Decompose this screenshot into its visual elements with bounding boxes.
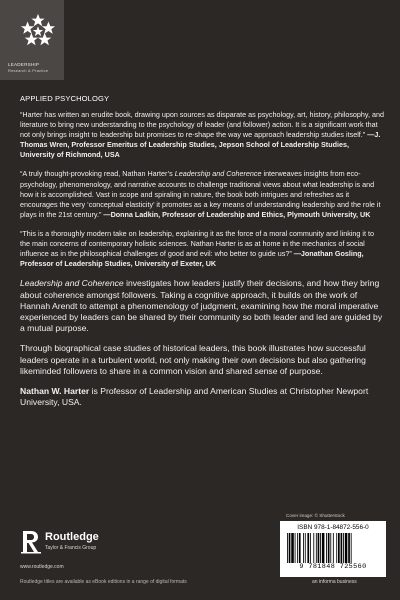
author-name: Nathan W. Harter (20, 385, 90, 396)
author-bio (20, 386, 384, 408)
isbn-label: ISBN 978-1-84872-556-0 (297, 524, 369, 531)
quote-2 (20, 169, 384, 219)
routledge-logo-icon (20, 528, 42, 554)
back-cover-text (20, 110, 384, 417)
description-text: investigates how leaders justify their decisions, and how they bring about coherence amongst followers. Taking a cognitive approach, it builds on the work of Hannah Arendt to attempt a phenomenology of judgment, examining how the moral imperative experienced by leaders can be shared by their community so both leader and led are guided by a mutual purpose. (20, 278, 383, 334)
quote-3-text: “This is a thoroughly modern take on leadership, explaining it as the force of a moral community and linking it to the main concerns of contemporary holistic sciences. Nathan Harter is as at home in the mechanics of social influence as in the philosophical challenges of good and evil: who better to guide us?” (20, 228, 374, 259)
publisher-name: Routledge (45, 531, 99, 543)
quote-1 (20, 110, 384, 160)
category-label: APPLIED PSYCHOLOGY (20, 94, 110, 103)
cover-credit: Cover image: © Shutterstock (286, 513, 345, 518)
description-title: Leadership and Coherence (20, 278, 124, 289)
quote-3 (20, 229, 384, 269)
series-title (8, 62, 68, 74)
quote-1-attribution: —J. Thomas Wren, Professor Emeritus of Leadership Studies, Jepson School of Leadership Studies, University of Richmond, USA (20, 130, 381, 160)
quote-2-title: Leadership and Coherence (174, 169, 262, 179)
description-2: Through biographical case studies of historical leaders, this book illustrates how successful leaders operate in a turbulent world, not only making their own decisions but also gathering likeminded followers to share in a common vision and shared sense of purpose. (20, 343, 366, 376)
description (20, 278, 384, 334)
ebook-note: Routledge titles are available as eBook editions in a range of digital formats (20, 579, 187, 585)
star-cluster-logo-icon (19, 12, 57, 50)
informa-tagline: an informa business (312, 579, 357, 585)
publisher-group: Taylor & Francis Group (45, 545, 97, 551)
barcode-box (280, 521, 386, 577)
barcode-digits: 9 781848 725560 (299, 563, 367, 571)
publisher-url: www.routledge.com (20, 564, 64, 570)
barcode-icon (285, 533, 381, 563)
series-line1: LEADERSHIP (8, 62, 40, 67)
quote-2-text-before: “A truly thought-provoking read, Nathan Harter’s (20, 169, 175, 179)
author-bio-text: is Professor of Leadership and American Studies at Christopher Newport University, USA. (20, 385, 369, 408)
quote-3-attribution: —Jonathan Gosling, Professor of Leadership Studies, University of Exeter, UK (20, 249, 364, 269)
quote-2-attribution: —Donna Ladkin, Professor of Leadership and Ethics, Plymouth University, UK (103, 209, 371, 219)
quote-1-text: “Harter has written an erudite book, drawing upon sources as disparate as psychology, art, history, philosophy, and literature to bring new understanding to the psychology of leader (and follower) action. It is a significant work that not only brings insight to leadership but promises to re-shape the way we approach leadership studies itself.” (20, 110, 384, 140)
quote-2-text-after: interweaves insights from eco-psychology, phenomenology, and narrative accounts to challenge traditional views about what leadership is and how it is accomplished. Vast in scope and spiraling in nature, the book both intrigues and refreshes as it encourages the very ‘conceptual elasticity’ it promotes as a key means of understanding leadership and the role it plays in the 21st century.” (20, 169, 381, 219)
series-line2: Research & Practice (8, 68, 49, 73)
